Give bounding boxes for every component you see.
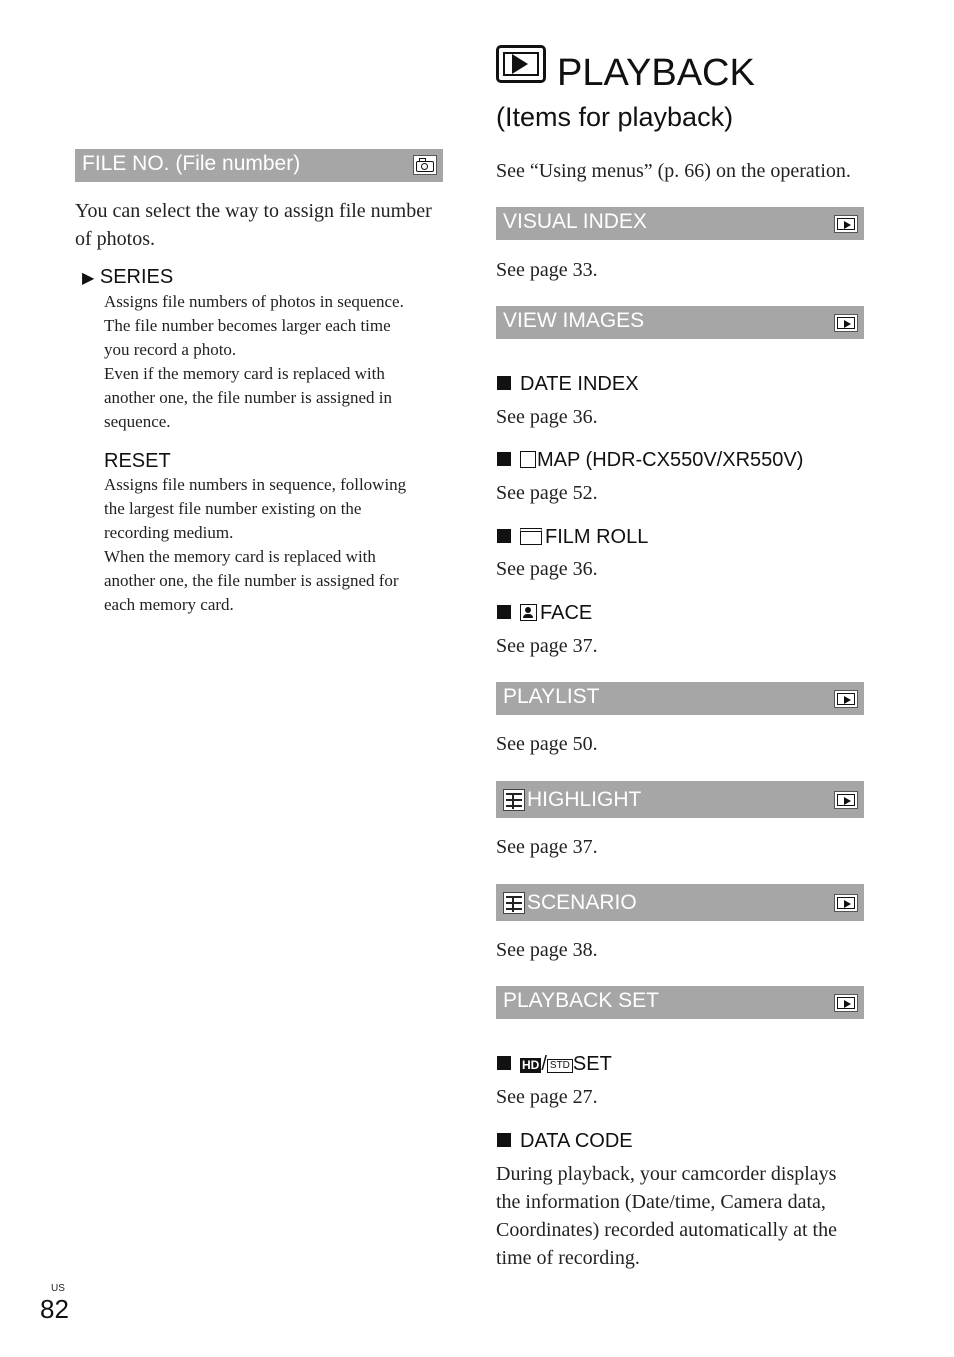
film-roll-head: FILM ROLL — [497, 524, 648, 550]
page-number: 82 — [40, 1294, 69, 1324]
bullet-square-icon — [497, 376, 511, 390]
playback-icon — [834, 894, 858, 912]
scenario-bar — [496, 884, 864, 921]
playlist-text: See page 50. — [496, 733, 598, 755]
map-icon — [520, 451, 536, 468]
file-no-bar — [75, 149, 443, 182]
page-title: PLAYBACK — [557, 52, 755, 94]
playlist-bar — [496, 682, 864, 715]
playback-icon — [496, 45, 546, 83]
selected-marker-icon: ▶ — [82, 270, 95, 287]
playback-icon — [834, 314, 858, 332]
playback-icon — [834, 690, 858, 708]
bullet-square-icon — [497, 1056, 511, 1070]
playback-icon — [834, 994, 858, 1012]
visual-index-bar — [496, 207, 864, 240]
reset-head: RESET — [104, 450, 171, 472]
data-code-text: During playback, your camcorder displays the information (Date/time, Camera data, Coordinates) recorded automatically at the time of recording. — [496, 1163, 837, 1269]
file-no-label: FILE NO. (File number) — [82, 152, 301, 175]
bullet-square-icon — [497, 605, 511, 619]
film-roll-icon — [520, 528, 542, 545]
hd-icon: HD — [522, 1058, 540, 1072]
face-head: FACE — [497, 600, 592, 626]
hd-std-set-text: See page 27. — [496, 1086, 598, 1108]
playback-set-bar — [496, 986, 864, 1019]
page-subtitle: (Items for playback) — [496, 102, 734, 132]
view-images-bar — [496, 306, 864, 339]
camera-icon — [413, 155, 437, 175]
bullet-square-icon — [497, 529, 511, 543]
scenario-icon — [503, 892, 525, 914]
map-text: See page 52. — [496, 482, 598, 504]
face-icon — [520, 604, 537, 621]
date-index-head: DATE INDEX — [497, 371, 639, 397]
hd-std-set-head: HD / STD SET — [497, 1051, 612, 1077]
highlight-bar — [496, 781, 864, 818]
reset-description: Assigns file numbers in sequence, following the largest file number existing on the recording medium. When the memory card is replaced with another one, the file number is assigned for each memory card. — [104, 475, 407, 614]
highlight-icon — [503, 789, 525, 811]
film-roll-text: See page 36. — [496, 558, 598, 580]
series-option — [82, 264, 173, 292]
playback-icon — [834, 791, 858, 809]
std-icon: STD — [547, 1059, 573, 1073]
map-head: MAP (HDR-CX550V/XR550V) — [497, 447, 803, 473]
intro-text: See “Using menus” (p. 66) on the operation. — [496, 160, 851, 182]
playback-set-label: PLAYBACK SET — [503, 989, 660, 1012]
bullet-square-icon — [497, 1133, 511, 1147]
highlight-label: HIGHLIGHT — [527, 788, 642, 811]
visual-index-label: VISUAL INDEX — [503, 210, 647, 233]
date-index-text: See page 36. — [496, 406, 598, 428]
view-images-label: VIEW IMAGES — [503, 309, 645, 332]
series-head: SERIES — [99, 266, 174, 288]
data-code-head: DATA CODE — [497, 1128, 633, 1154]
scenario-label: SCENARIO — [527, 891, 637, 914]
series-description: Assigns file numbers of photos in sequence. The file number becomes larger each time you record a photo. Even if the memory card is replaced with another one, the file number is assigned in sequence. — [104, 292, 404, 431]
visual-index-text: See page 33. — [496, 259, 598, 281]
highlight-text: See page 37. — [496, 836, 598, 858]
playback-icon — [834, 215, 858, 233]
face-text: See page 37. — [496, 635, 598, 657]
bullet-square-icon — [497, 452, 511, 466]
playlist-label: PLAYLIST — [503, 685, 600, 708]
scenario-text: See page 38. — [496, 939, 598, 961]
file-no-intro: You can select the way to assign file number of photos. — [75, 200, 432, 250]
region-code: US — [51, 1283, 65, 1294]
